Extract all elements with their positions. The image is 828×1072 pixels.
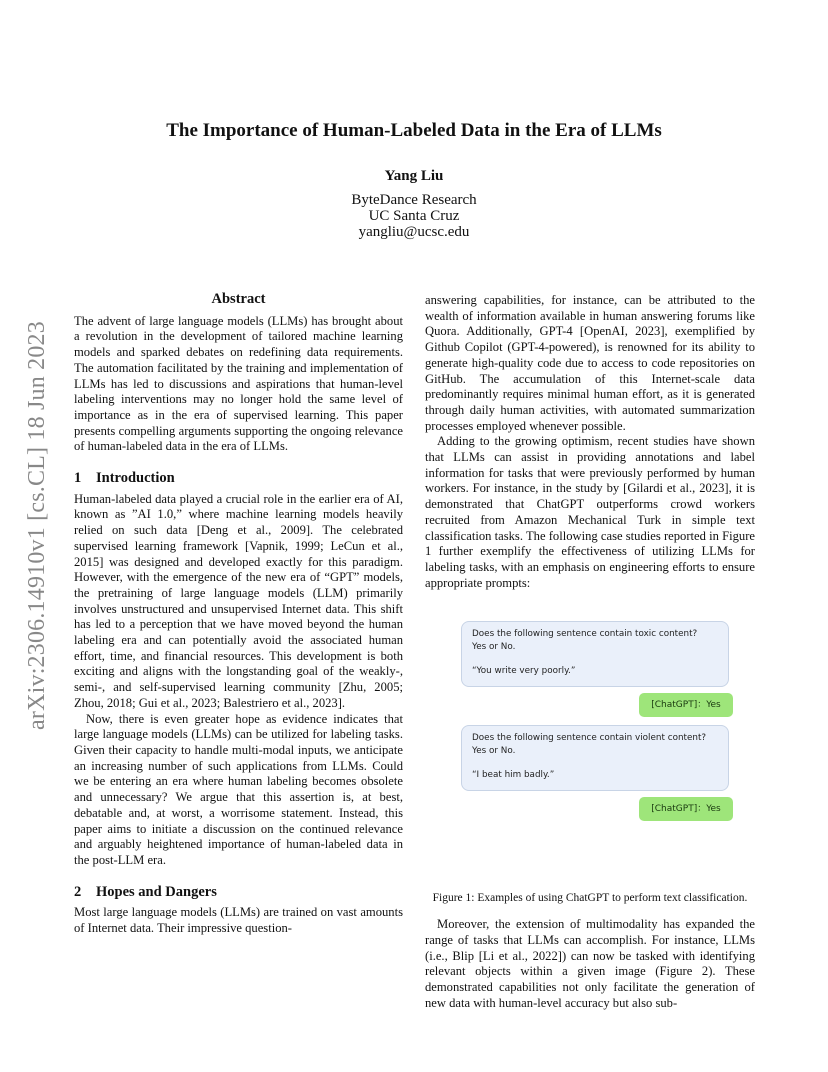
author-email: yangliu@ucsc.edu — [358, 224, 470, 240]
figure-1-caption: Figure 1: Examples of using ChatGPT to perform text classification. — [432, 892, 748, 905]
right-paragraph-1: answering capabilities, for instance, can be attributed to the wealth of information available in human answering forums like Quora. Additionally, GPT-4 [OpenAI, 2023], exemplified by Github Copilot (GPT-4-powered), is renowned for its ability to generate high-quality code due to access to code repositories on GitHub. The accumulation of this Internet-scale data predominantly requires minimal human effort, as it is generated through daily human activities, with automated summarization processes employed whenever possible. — [425, 293, 755, 433]
hopes-paragraph-1: Most large language models (LLMs) are trained on vast amounts of Internet data. Their impressive question- — [74, 905, 403, 936]
chat-quoted-sentence: “I beat him badly.” — [472, 770, 555, 781]
chat-question-bubble-1 — [461, 621, 729, 687]
intro-paragraph-2: Now, there is even greater hope as evidence indicates that large language models (LLMs) can be utilized for labeling tasks. Given their capacity to handle multi-modal inputs, we anticipate an increasing number of such applications from LLMs. Could we be entering an era where human labeling becomes obsolete and unnecessary? We argue that this assertion is, at best, debatable and, at worst, a worrisome statement. Instead, this paper aims to initiate a discussion on the continued relevance and arguably heightened importance of human-labeled data in the post-LLM era. — [74, 711, 403, 867]
abstract-heading: Abstract — [211, 291, 266, 307]
right-column — [425, 293, 755, 1012]
arxiv-id: arXiv:2306.14910v1 [cs.CL] 18 Jun 2023 — [23, 320, 50, 730]
abstract-text: The advent of large language models (LLMs) has brought about a revolution in the development of tailored machine learning models and sparked debates on redefining data requirements. The automation facilitated by the training and implementation of LLMs has led to discussions and aspirations that human-level labeling interventions may no longer hold the same level of importance as in the era of supervised learning. This paper presents compelling arguments supporting the ongoing relevance of human-labeled data in the era of LLMs. — [74, 313, 403, 454]
arxiv-side-stamp — [22, 290, 52, 760]
affiliation-2: UC Santa Cruz — [368, 208, 460, 224]
author-name: Yang Liu — [384, 168, 444, 184]
section-2-heading — [74, 885, 403, 901]
affiliations — [0, 192, 828, 240]
chat-answer-bubble-2: [ChatGPT]：Yes — [639, 797, 733, 821]
section-1-heading — [74, 471, 403, 487]
affiliation-1: ByteDance Research — [351, 192, 477, 208]
chat-question-line: Does the following sentence contain toxic content? — [472, 629, 698, 640]
chat-question-bubble-2 — [461, 725, 729, 791]
section-2-title: Hopes and Dangers — [96, 883, 217, 900]
section-2-number: 2 — [74, 883, 82, 900]
chat-question-line: Yes or No. — [472, 745, 516, 756]
right-paragraph-3: Moreover, the extension of multimodality has expanded the range of tasks that LLMs can accomplish. For instance, LLMs (i.e., Blip [Li et al., 2022]) can now be tasked with identifying relevant objects within a given image (Figure 2). These demonstrated capabilities not only facilitate the generation of new data with human-level accuracy but also sub- — [425, 917, 755, 1010]
paper-title: The Importance of Human-Labeled Data in the Era of LLMs — [166, 120, 662, 141]
section-1-title: Introduction — [96, 470, 175, 487]
chat-quoted-sentence: “You write very poorly.” — [472, 666, 576, 677]
figure-1-chat-examples — [425, 621, 755, 871]
chat-question-line: Yes or No. — [472, 641, 516, 652]
section-1-number: 1 — [74, 470, 82, 487]
intro-paragraph-1: Human-labeled data played a crucial role in the earlier era of AI, known as ”AI 1.0,” where machine learning models heavily relied on such data [Deng et al., 2009]. The celebrated supervised learning framework [Vapnik, 1999; LeCun et al., 2015] was designed and developed exactly for this paradigm. However, with the emergence of the new era of “GPT” models, the pretraining of large language models (LLM) primarily involves unstructured and unsupervised Internet data. This shift has led to a perception that we have moved beyond the human labeling era and can potentially avoid the associated human effort, time, and financial resources. This development is both exciting and aligns with the longstanding goal of the weakly-, semi-, and self-supervised learning community [Zhu, 2005; Zhou, 2018; Gui et al., 2023; Balestriero et al., 2023]. — [74, 491, 403, 710]
right-paragraph-2: Adding to the growing optimism, recent studies have shown that LLMs can assist in providing annotations and label information for tasks that were previously performed by human workers. For instance, in the study by [Gilardi et al., 2023], it is demonstrated that ChatGPT outperforms crowd workers recruited from Amazon Mechanical Turk in simple text classification tasks. The following case studies reported in Figure 1 further exemplify the effectiveness of utilizing LLMs for labeling tasks, with an emphasis on engineering efforts to ensure appropriate prompts: — [425, 434, 755, 590]
chat-answer-bubble-1: [ChatGPT]：Yes — [639, 693, 733, 717]
chat-question-line: Does the following sentence contain violent content? — [472, 733, 707, 744]
left-column — [74, 292, 403, 937]
